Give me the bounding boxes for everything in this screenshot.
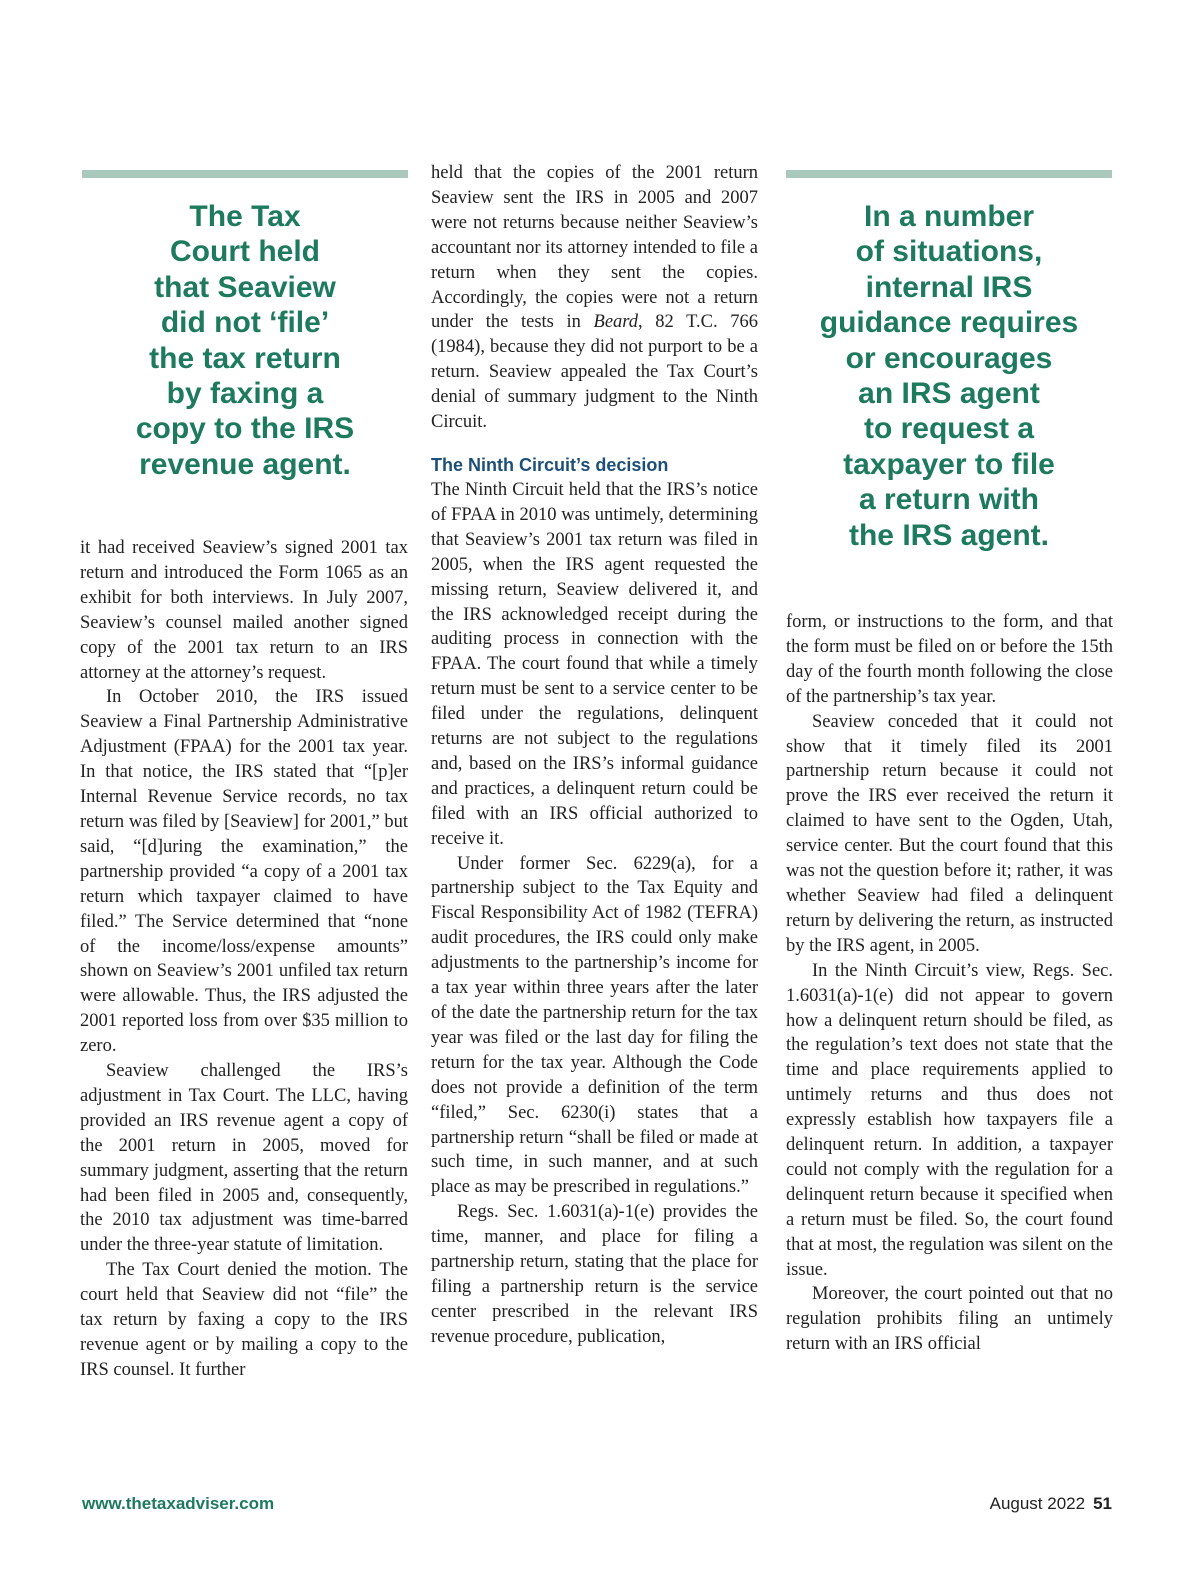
col2-paragraph: Regs. Sec. 1.6031(a)-1(e) provides the time, manner, and place for filing a partnership return, stating that the place for filing a partnership return is the service center prescribed in the relevant IRS revenue procedure, publication, — [431, 1202, 758, 1347]
page-number: 51 — [1093, 1494, 1112, 1513]
col3-paragraph: Seaview conceded that it could not show that it timely filed its 2001 partnership return because it could not prove the IRS ever received the return it claimed to have sent to the Ogden, Utah, service center. But the court found that this was not the question before it; rather, it was whether Seaview had filed a delinquent return by delivering the return, as instructed by the IRS agent, in 2005. — [786, 711, 1113, 956]
column-3 — [786, 610, 1113, 1357]
pullquote-right: In a number of situations, internal IRS guidance requires or encourages an IRS agent to request a taxpayer to file a return with the IRS agent. — [819, 200, 1079, 552]
column-1 — [80, 536, 408, 1383]
col3-paragraph: form, or instructions to the form, and that the form must be filed on or before the 15th day of the fourth month following the close of the partnership’s tax year. — [786, 612, 1113, 707]
col1-paragraph: In October 2010, the IRS issued Seaview a Final Partnership Administrative Adjustment (FPAA) for the 2001 tax year. In that notice, the IRS stated that “[p]er Internal Revenue Service records, no tax return was filed by [Seaview] for 2001,” but said, “[d]uring the examination,” the partnership provided “a copy of a 2001 tax return which taxpayer claimed to have filed.” The Service determined that “none of the income/loss/expense amounts” shown on Seaview’s 2001 unfiled tax return were allowable. Thus, the IRS adjusted the 2001 reported loss from over $35 million to zero. — [80, 687, 408, 1057]
pullquote-rule-left — [82, 170, 408, 178]
footer-issue-info — [990, 1494, 1112, 1514]
col3-paragraph: Moreover, the court pointed out that no regulation prohibits filing an untimely return with an IRS official — [786, 1284, 1113, 1355]
col1-paragraph: The Tax Court denied the motion. The court held that Seaview did not “file” the tax return by faxing a copy to the IRS revenue agent or by mailing a copy to the IRS counsel. It further — [80, 1260, 408, 1380]
case-name: Beard — [593, 312, 639, 333]
col2-intro-paragraph — [431, 161, 758, 435]
footer-date: August 2022 — [989, 1494, 1086, 1513]
footer-website-url: www.thetaxadviser.com — [82, 1494, 275, 1513]
col3-paragraph: In the Ninth Circuit’s view, Regs. Sec. 1.6031(a)-1(e) did not appear to govern how a delinquent return should be filed, as the regulation’s text does not state that the time and place requirements applied to untimely returns and thus does not expressly establish how taxpayers file a delinquent return. In addition, a taxpayer could not comply with the regulation for a delinquent return because it specified when a return must be filed. So, the court found that at most, the regulation was silent on the issue. — [786, 960, 1113, 1280]
col2-paragraph: The Ninth Circuit held that the IRS’s notice of FPAA in 2010 was untimely, determining that Seaview’s 2001 tax return was filed in 2005, when the IRS agent requested the missing return, Seaview delivered it, and the IRS acknowledged receipt during the auditing process in connection with the FPAA. The court found that while a timely return must be sent to a service center to be filed under the regulations, delinquent returns are not subject to the regulations and, based on the IRS’s informal guidance and practices, a delinquent return could be filed with an IRS official authorized to receive it. — [431, 479, 758, 849]
col2-intro-text-end: , 82 T.C. 766 (1984), because they did not purport to be a return. Seaview appealed the Tax Court’s denial of summary judgment to the Ninth Circuit. — [431, 312, 758, 433]
pullquote-rule-right — [786, 170, 1112, 178]
column-2 — [431, 161, 758, 1350]
section-heading: The Ninth Circuit’s decision — [431, 454, 669, 475]
pullquote-left: The Tax Court held that Seaview did not ‘file’ the tax return by faxing a copy to the IRS revenue agent. — [135, 200, 355, 481]
col2-intro-text: held that the copies of the 2001 return Seaview sent the IRS in 2005 and 2007 were not returns because neither Seaview’s accountant nor its attorney intended to file a return when they sent the copies. Accordingly, the copies were not a return under the tests in — [431, 163, 758, 333]
col2-paragraph: Under former Sec. 6229(a), for a partnership subject to the Tax Equity and Fiscal Responsibility Act of 1982 (TEFRA) audit procedures, the IRS could only make adjustments to the partnership’s income for a tax year within three years after the later of the date the partnership return for the tax year was filed or the last day for filing the return for the tax year. Although the Code does not provide a definition of the term “filed,” Sec. 6230(i) states that a partnership return “shall be filed or made at such time, in such manner, and at such place as may be prescribed in regulations.” — [431, 853, 758, 1198]
col1-paragraph: it had received Seaview’s signed 2001 tax return and introduced the Form 1065 as an exhibit for both interviews. In July 2007, Seaview’s counsel mailed another signed copy of the 2001 tax return to an IRS attorney at the attorney’s request. — [80, 538, 408, 683]
col1-paragraph: Seaview challenged the IRS’s adjustment in Tax Court. The LLC, having provided an IRS revenue agent a copy of the 2001 return in 2005, moved for summary judgment, asserting that the return had been filed in 2005 and, consequently, the 2010 tax adjustment was time-barred under the three-year statute of limitation. — [80, 1061, 408, 1256]
